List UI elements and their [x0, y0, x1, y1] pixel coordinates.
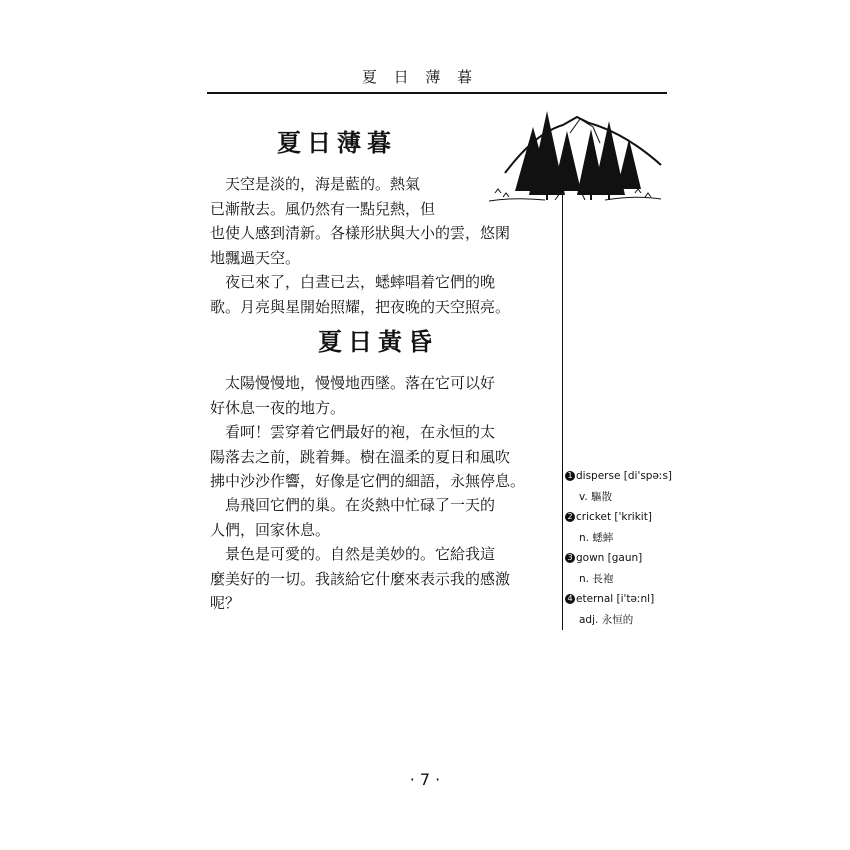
glossary-entry [565, 466, 675, 507]
paragraph-nature [210, 542, 555, 616]
paragraph-night [210, 270, 555, 319]
text-line: 鳥飛回它們的巢。在炎熱中忙碌了一天的 [210, 496, 496, 514]
glossary-word: eternal [i'təːnl] [576, 593, 655, 605]
glossary-word: cricket ['krikit] [576, 511, 652, 523]
header-rule [207, 92, 667, 94]
text-line: 呢？ [210, 594, 241, 612]
glossary-entry [565, 548, 675, 589]
text-line: 拂中沙沙作響，好像是它們的細語，永無停息。 [210, 472, 526, 490]
paragraph-birds [210, 493, 555, 542]
glossary-word: gown [gaun] [576, 552, 643, 564]
glossary-definition: n. 長袍 [579, 572, 614, 585]
text-line: 已漸散去。風仍然有一點兒熱，但 [210, 199, 436, 218]
text-line: 景色是可愛的。自然是美妙的。它給我這 [210, 545, 496, 563]
note-number: 1 [565, 471, 575, 481]
glossary-definition: v. 驅散 [579, 490, 613, 503]
running-head: 夏 日 薄 暮 [361, 68, 479, 86]
note-number: 2 [565, 512, 575, 522]
text-line: 麼美好的一切。我該給它什麼來表示我的感激 [210, 569, 511, 588]
text-line: 陽落去之前，跳着舞。樹在溫柔的夏日和風吹 [210, 447, 511, 466]
glossary-definition: n. 蟋蟀 [579, 531, 614, 544]
paragraph-clouds [210, 420, 555, 494]
pine-forest-mountain-icon [485, 103, 663, 203]
text-line: 看呵！雲穿着它們最好的袍，在永恒的太 [210, 423, 496, 441]
text-line: 夜已來了，白晝已去，蟋蟀唱着它們的晚 [210, 273, 496, 291]
glossary-divider [562, 190, 563, 630]
note-number: 3 [565, 553, 575, 563]
text-line: 太陽慢慢地，慢慢地西墜。落在它可以好 [210, 374, 496, 392]
text-line: 歌。月亮與星開始照耀，把夜晚的天空照亮。 [210, 297, 511, 316]
glossary-definition: adj. 永恒的 [579, 613, 634, 626]
paragraph-sun [210, 371, 555, 420]
glossary [565, 466, 675, 630]
section-title-summer-dusk: 夏日薄暮 [277, 129, 397, 157]
glossary-entry [565, 589, 675, 630]
text-line: 地飄過天空。 [210, 248, 301, 267]
glossary-entry [565, 507, 675, 548]
note-number: 4 [565, 594, 575, 604]
text-line: 天空是淡的，海是藍的。熱氣 [210, 175, 421, 193]
section-title-summer-evening: 夏日黃昏 [318, 328, 438, 356]
text-line: 也使人感到清新。各樣形狀與大小的雲，悠閑 [210, 224, 511, 242]
page-number: · 7 · [409, 770, 441, 789]
text-line: 好休息一夜的地方。 [210, 398, 346, 417]
glossary-word: disperse [di'spəːs] [576, 470, 673, 482]
text-line: 人們，回家休息。 [210, 520, 331, 539]
